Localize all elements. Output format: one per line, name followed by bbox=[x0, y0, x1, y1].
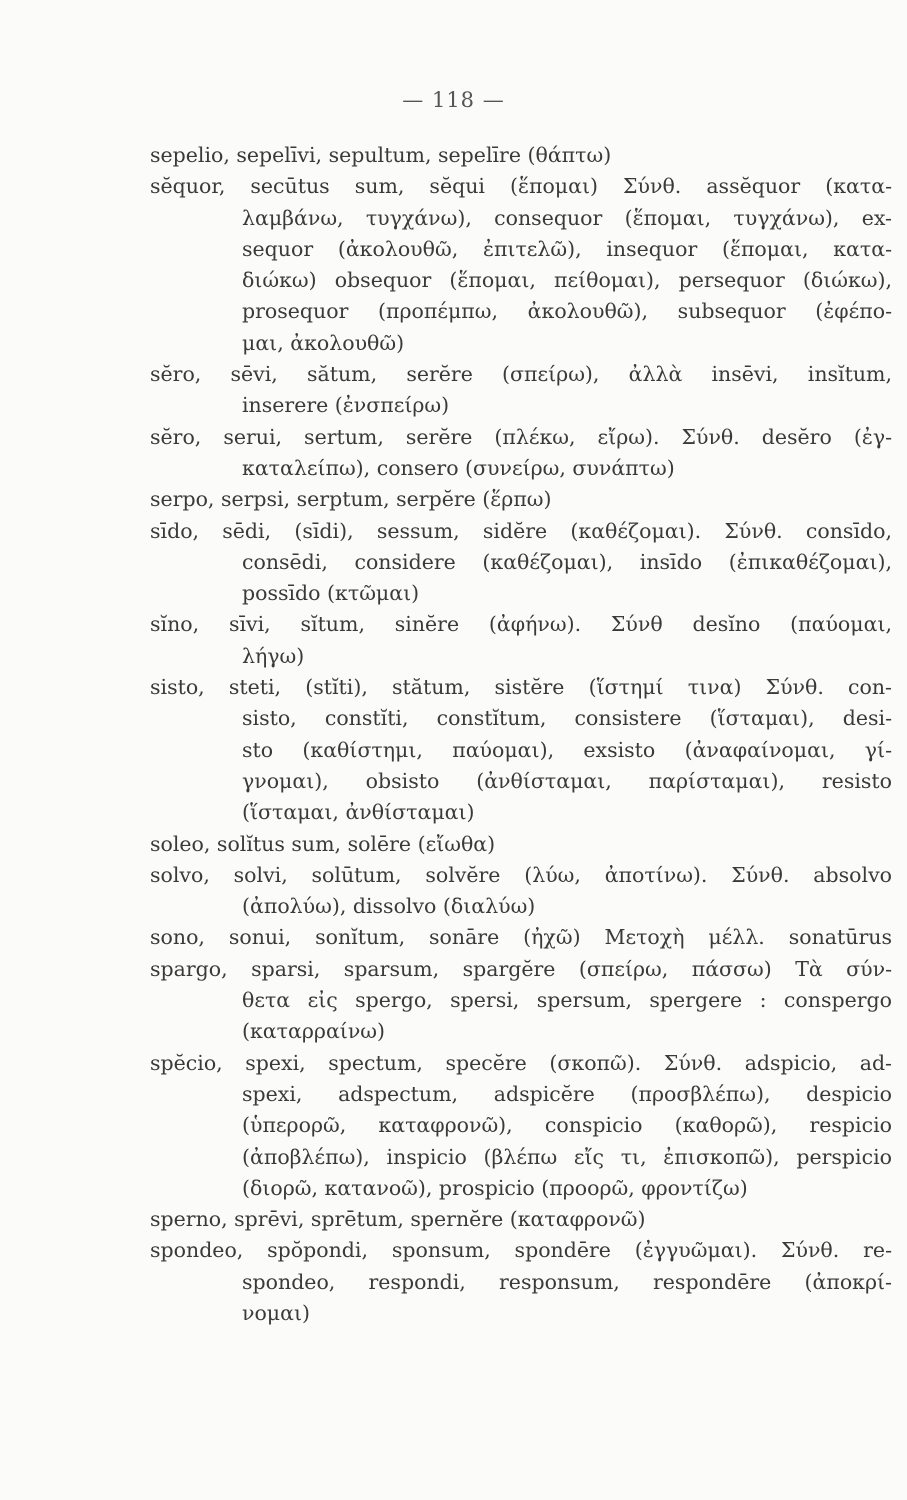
entry-line: sono, sonui, sonĭtum, sonāre (ἠχῶ) Μετοχὴ μέλλ. sonatūrus bbox=[150, 925, 892, 950]
dictionary-entry bbox=[150, 1048, 892, 1204]
entry-line: (ἀπολύω), dissolvo (διαλύω) bbox=[242, 894, 536, 919]
entry-line: λαμβάνω, τυγχάνω), consequor (ἕπομαι, τυγχάνω), ex- bbox=[242, 205, 892, 230]
entry-line: νομαι) bbox=[242, 1300, 311, 1325]
dictionary-entry bbox=[150, 829, 892, 860]
entry-line: sĭno, sīvi, sĭtum, sinĕre (ἀφήνω). Σύνθ desĭno (παύομαι, bbox=[150, 612, 892, 637]
dictionary-entry bbox=[150, 1235, 892, 1329]
dictionary-entry bbox=[150, 140, 892, 171]
dictionary-entry bbox=[150, 171, 892, 359]
dictionary-entry bbox=[150, 359, 892, 422]
entry-line: sĕro, serui, sertum, serĕre (πλέκω, εἴρω). Σύνθ. desĕro (ἐγ- bbox=[150, 424, 892, 449]
entry-line: solvo, solvi, solūtum, solvĕre (λύω, ἀποτίνω). Σύνθ. absolvo bbox=[150, 862, 892, 887]
entry-line: (ἀποβλέπω), inspicio (βλέπω εἴς τι, ἐπισκοπῶ), perspicio bbox=[242, 1144, 892, 1169]
entry-line: μαι, ἀκολουθῶ) bbox=[242, 330, 405, 355]
dictionary-entry bbox=[150, 1204, 892, 1235]
entry-line: sto (καθίστημι, παύομαι), exsisto (ἀναφαίνομαι, γί- bbox=[242, 737, 892, 762]
entry-line: sisto, constĭti, constĭtum, consistere (ἵσταμαι), desi- bbox=[242, 706, 892, 731]
entry-line: (καταρραίνω) bbox=[242, 1019, 385, 1044]
entry-line: spargo, sparsi, sparsum, spargĕre (σπείρω, πάσσω) Τὰ σύν- bbox=[150, 956, 892, 981]
entry-line: serpo, serpsi, serptum, serpĕre (ἕρπω) bbox=[150, 487, 552, 512]
entry-line: sĕro, sēvi, sătum, serĕre (σπείρω), ἀλλὰ insēvi, insĭtum, bbox=[150, 362, 892, 387]
dictionary-entry bbox=[150, 484, 892, 515]
entry-line: sisto, steti, (stĭti), stătum, sistĕre (ἵστημί τινα) Σύνθ. con- bbox=[150, 675, 892, 700]
dictionary-entry bbox=[150, 516, 892, 610]
entry-line: θετα εἰς spergo, spersi, spersum, spergere : conspergo bbox=[242, 988, 892, 1013]
entry-line: spexi, adspectum, adspicĕre (προσβλέπω), despicio bbox=[242, 1081, 892, 1106]
entry-line: inserere (ἐνσπείρω) bbox=[242, 393, 450, 418]
dictionary-entry bbox=[150, 922, 892, 953]
entry-line: consēdi, considere (καθέζομαι), insīdo (ἐπικαθέζομαι), bbox=[242, 549, 892, 574]
entry-line: sequor (ἀκολουθῶ, ἐπιτελῶ), insequor (ἕπομαι, κατα- bbox=[242, 236, 892, 261]
entry-line: sepelio, sepelīvi, sepultum, sepelīre (θάπτω) bbox=[150, 143, 612, 167]
entry-line: sĕquor, secūtus sum, sĕqui (ἕπομαι) Σύνθ. assĕquor (κατα- bbox=[150, 174, 892, 199]
entry-line: (ἵσταμαι, ἀνθίσταμαι) bbox=[242, 800, 475, 825]
entry-line: soleo, solĭtus sum, solēre (εἴωθα) bbox=[150, 831, 496, 856]
entry-line: prosequor (προπέμπω, ἀκολουθῶ), subsequor (ἐφέπο- bbox=[242, 299, 892, 324]
dictionary-entry bbox=[150, 422, 892, 485]
entry-line: sperno, sprēvi, sprētum, spernĕre (καταφρονῶ) bbox=[150, 1207, 646, 1232]
entry-line: καταλείπω), consero (συνείρω, συνάπτω) bbox=[242, 455, 675, 480]
entry-line: διώκω) obsequor (ἕπομαι, πείθομαι), persequor (διώκω), bbox=[242, 268, 892, 293]
dictionary-entries bbox=[150, 140, 892, 1329]
dictionary-entry bbox=[150, 609, 892, 672]
entry-line: λήγω) bbox=[242, 643, 305, 668]
page-number: — 118 — bbox=[402, 88, 505, 112]
entry-line: (ὑπερορῶ, καταφρονῶ), conspicio (καθορῶ), respicio bbox=[242, 1113, 892, 1138]
entry-line: spondeo, spŏpondi, sponsum, spondēre (ἐγγυῶμαι). Σύνθ. re- bbox=[150, 1238, 892, 1263]
entry-line: γνομαι), obsisto (ἀνθίσταμαι, παρίσταμαι), resisto bbox=[242, 768, 892, 793]
entry-line: spondeo, respondi, responsum, respondēre (ἀποκρί- bbox=[242, 1269, 892, 1294]
dictionary-entry bbox=[150, 860, 892, 923]
entry-line: sīdo, sēdi, (sīdi), sessum, sidĕre (καθέζομαι). Σύνθ. consīdo, bbox=[150, 518, 892, 543]
dictionary-entry bbox=[150, 672, 892, 828]
entry-line: (διορῶ, κατανοῶ), prospicio (προορῶ, φροντίζω) bbox=[242, 1175, 748, 1200]
dictionary-entry bbox=[150, 954, 892, 1048]
entry-line: possīdo (κτῶμαι) bbox=[242, 581, 420, 606]
entry-line: spĕcio, spexi, spectum, specĕre (σκοπῶ). Σύνθ. adspicio, ad- bbox=[150, 1050, 892, 1075]
